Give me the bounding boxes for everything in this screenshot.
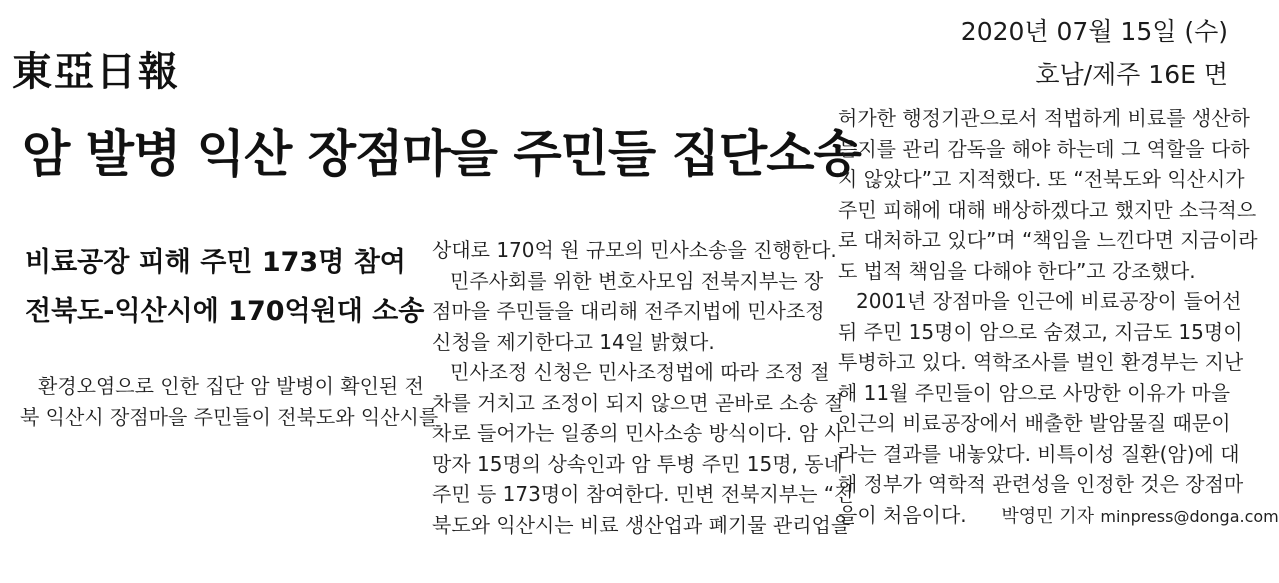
article-line: 는지를 관리 감독을 해야 하는데 그 역할을 다하	[838, 136, 1250, 161]
article-line: 2001년 장점마을 인근에 비료공장이 들어선	[856, 289, 1242, 313]
article-line: 차를 거치고 조정이 되지 않으면 곧바로 소송 절	[432, 390, 844, 415]
article-column-1	[20, 371, 439, 432]
article-closing-text: 을이 처음이다.	[838, 502, 967, 527]
article-line: 인근의 비료공장에서 배출한 발암물질 때문이	[838, 411, 1231, 435]
article-line: 라는 결과를 내놓았다. 비특이성 질환(암)에 대	[838, 441, 1240, 466]
article-line: 북도와 익산시는 비료 생산업과 폐기물 관리업을	[432, 512, 851, 537]
article-line: 환경오염으로 인한 집단 암 발병이 확인된 전	[38, 374, 424, 398]
publication-date: 2020년 07월 15일 (수)	[960, 17, 1228, 46]
article-line: 도 법적 책임을 다해야 한다”고 강조했다.	[838, 258, 1196, 283]
article-last-line	[838, 500, 1279, 531]
article-line: 로 대처하고 있다”며 “책임을 느낀다면 지금이라	[838, 228, 1258, 252]
section-page-label: 호남/제주 16E 면	[1035, 60, 1228, 89]
article-line: 민주사회를 위한 변호사모임 전북지부는 장	[450, 268, 824, 293]
article-column-3	[838, 103, 1279, 530]
article-line: 신청을 제기한다고 14일 밝혔다.	[432, 329, 715, 354]
article-headline: 암 발병 익산 장점마을 주민들 집단소송	[22, 125, 861, 183]
article-line: 해 정부가 역학적 관련성을 인정한 것은 장점마	[838, 472, 1244, 496]
article-line: 지 않았다”고 지적했다. 또 “전북도와 익산시가	[838, 167, 1245, 191]
article-line: 주민 등 173명이 참여한다. 민변 전북지부는 “전	[432, 482, 854, 506]
subheadline-2: 전북도-익산시에 170억원대 소송	[25, 296, 425, 327]
subheadline-1: 비료공장 피해 주민 173명 참여	[25, 247, 406, 278]
article-line: 점마을 주민들을 대리해 전주지법에 민사조정	[432, 299, 825, 323]
newspaper-masthead: 東亞日報	[12, 48, 180, 95]
reporter-email: minpress@donga.com	[1100, 506, 1279, 526]
article-line: 주민 피해에 대해 배상하겠다고 했지만 소극적으	[838, 197, 1257, 222]
article-line: 투병하고 있다. 역학조사를 벌인 환경부는 지난	[838, 350, 1244, 374]
article-line: 상대로 170억 원 규모의 민사소송을 진행한다.	[432, 238, 837, 262]
article-line: 망자 15명의 상속인과 암 투병 주민 15명, 동네	[432, 451, 843, 476]
article-line: 차로 들어가는 일종의 민사소송 방식이다. 암 사	[432, 421, 844, 445]
article-column-2	[432, 235, 853, 540]
article-line: 해 11월 주민들이 암으로 사망한 이유가 마을	[838, 380, 1231, 405]
reporter-byline: 박영민 기자	[1001, 505, 1095, 527]
article-line: 허가한 행정기관으로서 적법하게 비료를 생산하	[838, 106, 1250, 130]
article-line: 민사조정 신청은 민사조정법에 따라 조정 절	[450, 360, 830, 384]
article-line: 북 익산시 장점마을 주민들이 전북도와 익산시를	[20, 404, 439, 429]
article-line: 뒤 주민 15명이 암으로 숨졌고, 지금도 15명이	[838, 319, 1243, 344]
